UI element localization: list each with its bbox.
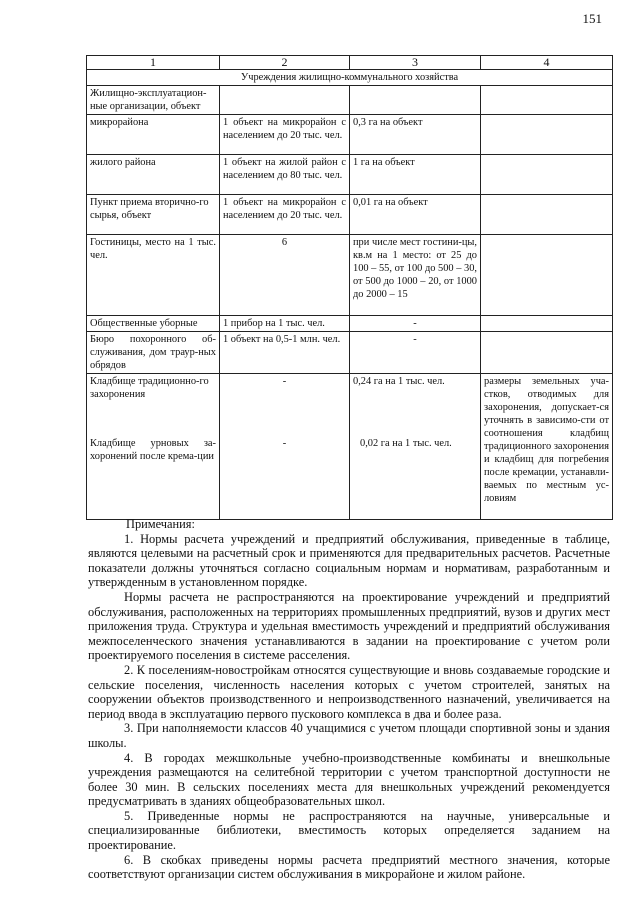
table-cell-text: 0,24 га на 1 тыс. чел. xyxy=(353,376,445,387)
table-row xyxy=(87,155,613,195)
note-paragraph: 4. В городах межшкольные учебно-производственные комбинаты и внешкольные учреждения размещаются на селитебной территории с учетом транспортной доступности не более 30 мин. В сельских поселениях места для внешкольных учреждений рекомендуется предусматривать в зданиях общеобразовательных школ. xyxy=(88,750,610,809)
note-paragraph: 3. При наполняемости классов 40 учащимися с учетом площади спортивной зоны и здания школы. xyxy=(88,721,610,750)
table-cell xyxy=(481,235,613,316)
table-cell xyxy=(350,86,481,115)
table-cell: 6 xyxy=(220,235,350,316)
table-cell xyxy=(220,374,350,520)
notes-heading: Примечания: xyxy=(126,517,195,531)
norms-table xyxy=(86,55,613,520)
column-header: 1 xyxy=(87,56,220,70)
table-cell: 1 объект на микрорайон с населением до 20 тыс. чел. xyxy=(220,115,350,155)
table-header-row xyxy=(87,56,613,70)
table-cell xyxy=(481,155,613,195)
table-cell xyxy=(481,195,613,235)
table-cell xyxy=(481,332,613,374)
table-cell: при числе мест гостини-цы, кв.м на 1 место: от 25 до 100 – 55, от 100 до 500 – 30, от 500 до 1000 – 20, от 1000 до 2000 – 15 xyxy=(350,235,481,316)
table-cell: - xyxy=(350,332,481,374)
table-row xyxy=(87,235,613,316)
table-cell: Бюро похоронного об-служивания, дом траур-ных обрядов xyxy=(87,332,220,374)
table-row xyxy=(87,316,613,332)
table-cell: 1 объект на микрорайон с населением до 20 тыс. чел. xyxy=(220,195,350,235)
table-cell: Жилищно-эксплуатацион-ные организации, объект xyxy=(87,86,220,115)
note-paragraph: 6. В скобках приведены нормы расчета предприятий местного значения, которые соответствуют организации систем обслуживания в микрорайоне и жилом районе. xyxy=(88,852,610,882)
table-row xyxy=(87,86,613,115)
table-row xyxy=(87,332,613,374)
table-cell: жилого района xyxy=(87,155,220,195)
table-cell: 1 объект на жилой район с населением до 80 тыс. чел. xyxy=(220,155,350,195)
notes-section xyxy=(88,517,610,882)
page-number: 151 xyxy=(582,11,602,26)
table-cell: Общественные уборные xyxy=(87,316,220,332)
column-header: 2 xyxy=(220,56,350,70)
table-cell: размеры земельных уча-стков, отводимых для захоронения, допускает-ся уточнять в зависимо-сти от соотношения кладбищ традиционного захоронения и кладбищ для погребения после кремации, устанавли-ваемых по местным ус-ловиям xyxy=(481,374,613,520)
note-paragraph: Нормы расчета не распространяются на проектирование учреждений и предприятий обслуживания, расположенных на территориях промышленных предприятий, вузов и других мест приложения труда. Структура и удельная вместимость учреждений и предприятий обслуживания межпоселенческого значения устанавливаются в задании на проектирование с учетом роли проектируемого поселения в системе расселения. xyxy=(88,589,610,663)
note-paragraph: 2. К поселениям-новостройкам относятся существующие и вновь создаваемые городские и сельские поселения, численность населения которых с учетом строителей, занятых на сооружении объектов производственного и непроизводственного назначений, увеличивается на период ввода в эксплуатацию первого пускового комплекса в два и более раза. xyxy=(88,662,610,721)
column-header: 3 xyxy=(350,56,481,70)
section-row xyxy=(87,70,613,86)
table-cell xyxy=(87,374,220,520)
table-row xyxy=(87,195,613,235)
table-cell-text: Кладбище урновых за-хоронений после крема-ции xyxy=(90,438,216,462)
table-cell xyxy=(220,86,350,115)
table-cell: микрорайона xyxy=(87,115,220,155)
table-cell: 0,01 га на объект xyxy=(350,195,481,235)
table-cell: - xyxy=(350,316,481,332)
table-cell-text: - xyxy=(282,376,287,387)
table-cell xyxy=(481,86,613,115)
table-cell: 1 га на объект xyxy=(350,155,481,195)
table-cell xyxy=(481,115,613,155)
table-cell: 1 прибор на 1 тыс. чел. xyxy=(220,316,350,332)
note-paragraph: 5. Приведенные нормы не распространяются на научные, универсальные и специализированные библиотеки, вместимость которых определяется заданием на проектирование. xyxy=(88,808,610,853)
note-paragraph: 1. Нормы расчета учреждений и предприятий обслуживания, приведенные в таблице, являются целевыми на расчетный срок и применяются для предварительных расчетов. Расчетные показатели должны уточняться согласно социальным нормам и нормативам, разработанным и утвержденным в установленном порядке. xyxy=(88,531,610,590)
table-cell xyxy=(350,374,481,520)
table-cell-text: - xyxy=(282,438,287,449)
table-cell-text: Кладбище традиционно-го захоронения xyxy=(90,376,209,400)
table-row xyxy=(87,374,613,520)
table-cell: Пункт приема вторично-го сырья, объект xyxy=(87,195,220,235)
table-cell xyxy=(481,316,613,332)
table-cell: 1 объект на 0,5-1 млн. чел. xyxy=(220,332,350,374)
section-title: Учреждения жилищно-коммунального хозяйства xyxy=(87,70,613,86)
table-cell-text: 0,02 га на 1 тыс. чел. xyxy=(360,438,452,449)
table-row xyxy=(87,115,613,155)
table-cell: 0,3 га на объект xyxy=(350,115,481,155)
table-cell: Гостиницы, место на 1 тыс. чел. xyxy=(87,235,220,316)
column-header: 4 xyxy=(481,56,613,70)
